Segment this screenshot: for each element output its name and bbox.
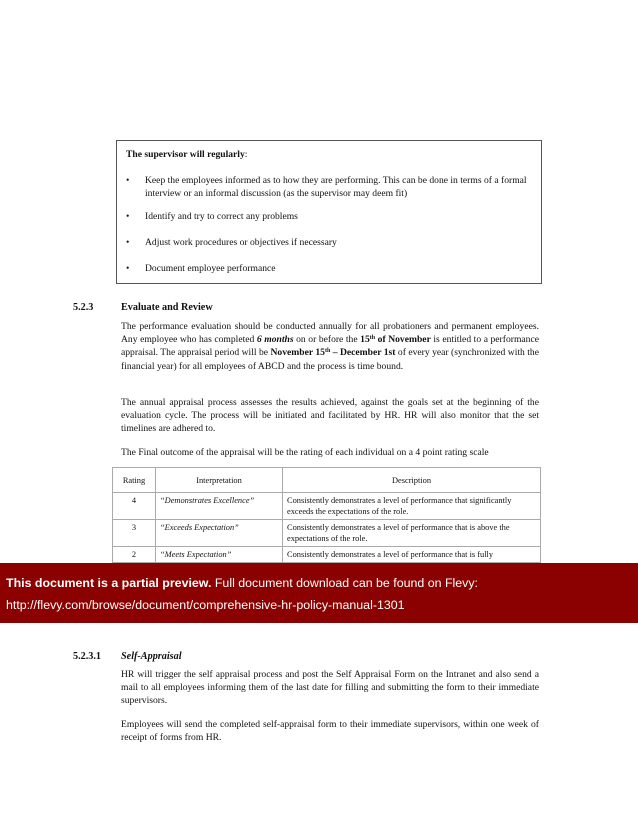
supervisor-bullet-1: Keep the employees informed as to how they are performing. This can be done in terms of a formal interview or an informal discussion (as the supervisor may deem fit) [145,175,527,199]
subsection-title: Self-Appraisal [121,651,182,662]
rating-cell: 2 [113,547,156,563]
section-paragraph: The performance evaluation should be conducted annually for all probationers and permanent employees. Any employee who has completed 6 months on or before the 15th of November is entitled to a performance appraisal. The appraisal period will be November 15th – December 1st of every year (synchronized with the financial year) for all employees of ABCD and the process is time bound. [121,321,539,372]
section-paragraph: Employees will send the completed self-appraisal form to their immediate supervisors, within one week of receipt of forms from HR. [121,719,539,744]
section-paragraph: HR will trigger the self appraisal process and post the Self Appraisal Form on the Intranet and also send a mail to all employees informing them of the last date for filling and submitting the form to their immediate supervisors. [121,669,539,707]
table-row [113,547,541,563]
table-row [113,520,541,547]
column-header: Rating [113,468,156,493]
section-title: Evaluate and Review [121,302,213,313]
rating-table [112,467,541,563]
section-paragraph: The Final outcome of the appraisal will be the rating of each individual on a 4 point rating scale [121,447,489,458]
bullet-icon: • [126,211,130,222]
supervisor-bullet-4: Document employee performance [145,263,276,274]
interpretation-cell: “Meets Expectation” [156,547,283,563]
bullet-icon: • [126,237,130,248]
banner-message: This document is a partial preview. Full document download can be found on Flevy: [6,576,478,590]
table-row [113,493,541,520]
column-header: Description [283,468,541,493]
description-cell: Consistently demonstrates a level of performance that is above the expectations of the role. [283,520,541,547]
supervisor-bullet-2: Identify and try to correct any problems [145,211,298,222]
section-paragraph: The annual appraisal process assesses the results achieved, against the goals set at the beginning of the evaluation cycle. The process will be initiated and facilitated by HR. HR will also monitor that the set timelines are adhered to. [121,397,539,435]
rating-cell: 4 [113,493,156,520]
subsection-number: 5.2.3.1 [73,651,102,662]
rating-cell: 3 [113,520,156,547]
description-cell: Consistently demonstrates a level of performance that significantly exceeds the expectations of the role. [283,493,541,520]
preview-banner [0,563,638,623]
download-link[interactable]: http://flevy.com/browse/document/comprehensive-hr-policy-manual-1301 [6,598,405,612]
supervisor-bullet-3: Adjust work procedures or objectives if necessary [145,237,337,248]
column-header: Interpretation [156,468,283,493]
description-cell: Consistently demonstrates a level of performance that is fully [283,547,541,563]
supervisor-box-heading: The supervisor will regularly: [126,149,248,160]
bullet-icon: • [126,175,130,186]
interpretation-cell: “Demonstrates Excellence” [156,493,283,520]
table-header-row [113,468,541,493]
interpretation-cell: “Exceeds Expectation” [156,520,283,547]
bullet-icon: • [126,263,130,274]
section-number: 5.2.3 [73,302,94,313]
